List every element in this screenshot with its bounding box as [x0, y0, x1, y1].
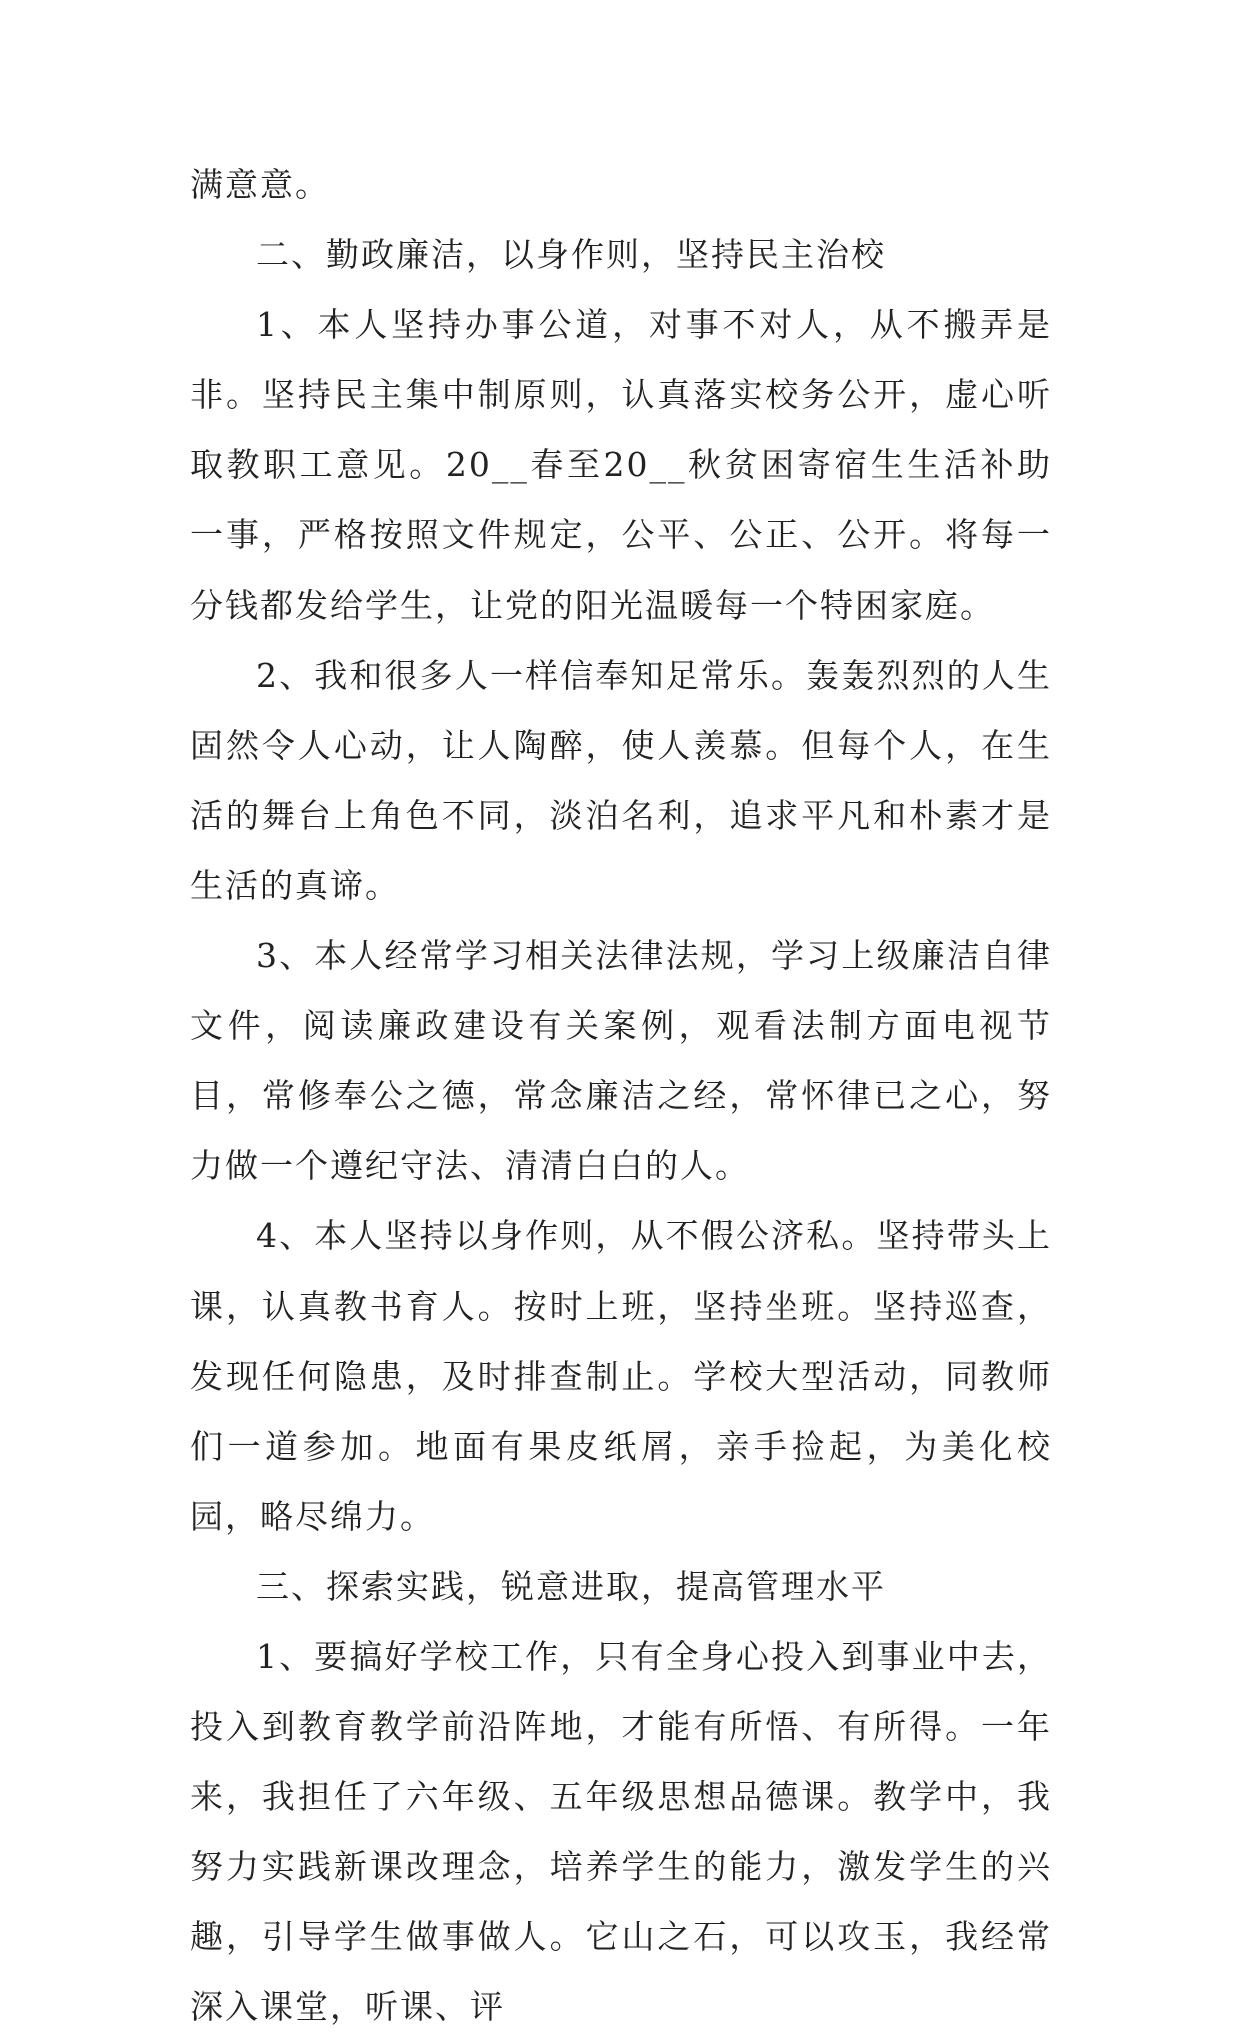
paragraph-3-1: 1、要搞好学校工作，只有全身心投入到事业中去，投入到教育教学前沿阵地，才能有所悟、有所得。一年来，我担任了六年级、五年级思想品德课。教学中，我努力实践新课改理念，培养学生的能力，激发学生的兴趣，引导学生做事做人。它山之石，可以攻玉，我经常深入课堂，听课、评: [190, 1636, 1052, 2027]
section-heading-3: 三、探索实践，锐意进取，提高管理水平: [256, 1566, 886, 1606]
paragraph-2-4: 4、本人坚持以身作则，从不假公济私。坚持带头上课，认真教书育人。按时上班，坚持坐班。坚持巡查，发现任何隐患，及时排查制止。学校大型活动，同教师们一道参加。地面有果皮纸屑，亲手捡起，为美化校园，略尽绵力。: [190, 1216, 1052, 1536]
paragraph-continuation: 满意意。: [190, 165, 330, 204]
paragraph-2-2: 2、我和很多人一样信奉知足常乐。轰轰烈烈的人生固然令人心动，让人陶醉，使人羡慕。但每个人，在生活的舞台上角色不同，淡泊名利，追求平凡和朴素才是生活的真谛。: [190, 655, 1052, 905]
paragraph-2-1: 1、本人坚持办事公道，对事不对人，从不搬弄是非。坚持民主集中制原则，认真落实校务公开，虚心听取教职工意见。20__春至20__秋贫困寄宿生生活补助一事，严格按照文件规定，公平、公正、公开。将每一分钱都发给学生，让党的阳光温暖每一个特困家庭。: [190, 305, 1052, 625]
paragraph-2-3: 3、本人经常学习相关法律法规，学习上级廉洁自律文件，阅读廉政建设有关案例，观看法制方面电视节目，常修奉公之德，常念廉洁之经，常怀律已之心，努力做一个遵纪守法、清清白白的人。: [190, 936, 1052, 1186]
section-heading-2: 二、勤政廉洁，以身作则，坚持民主治校: [256, 235, 886, 275]
document-body: [190, 150, 1052, 2043]
